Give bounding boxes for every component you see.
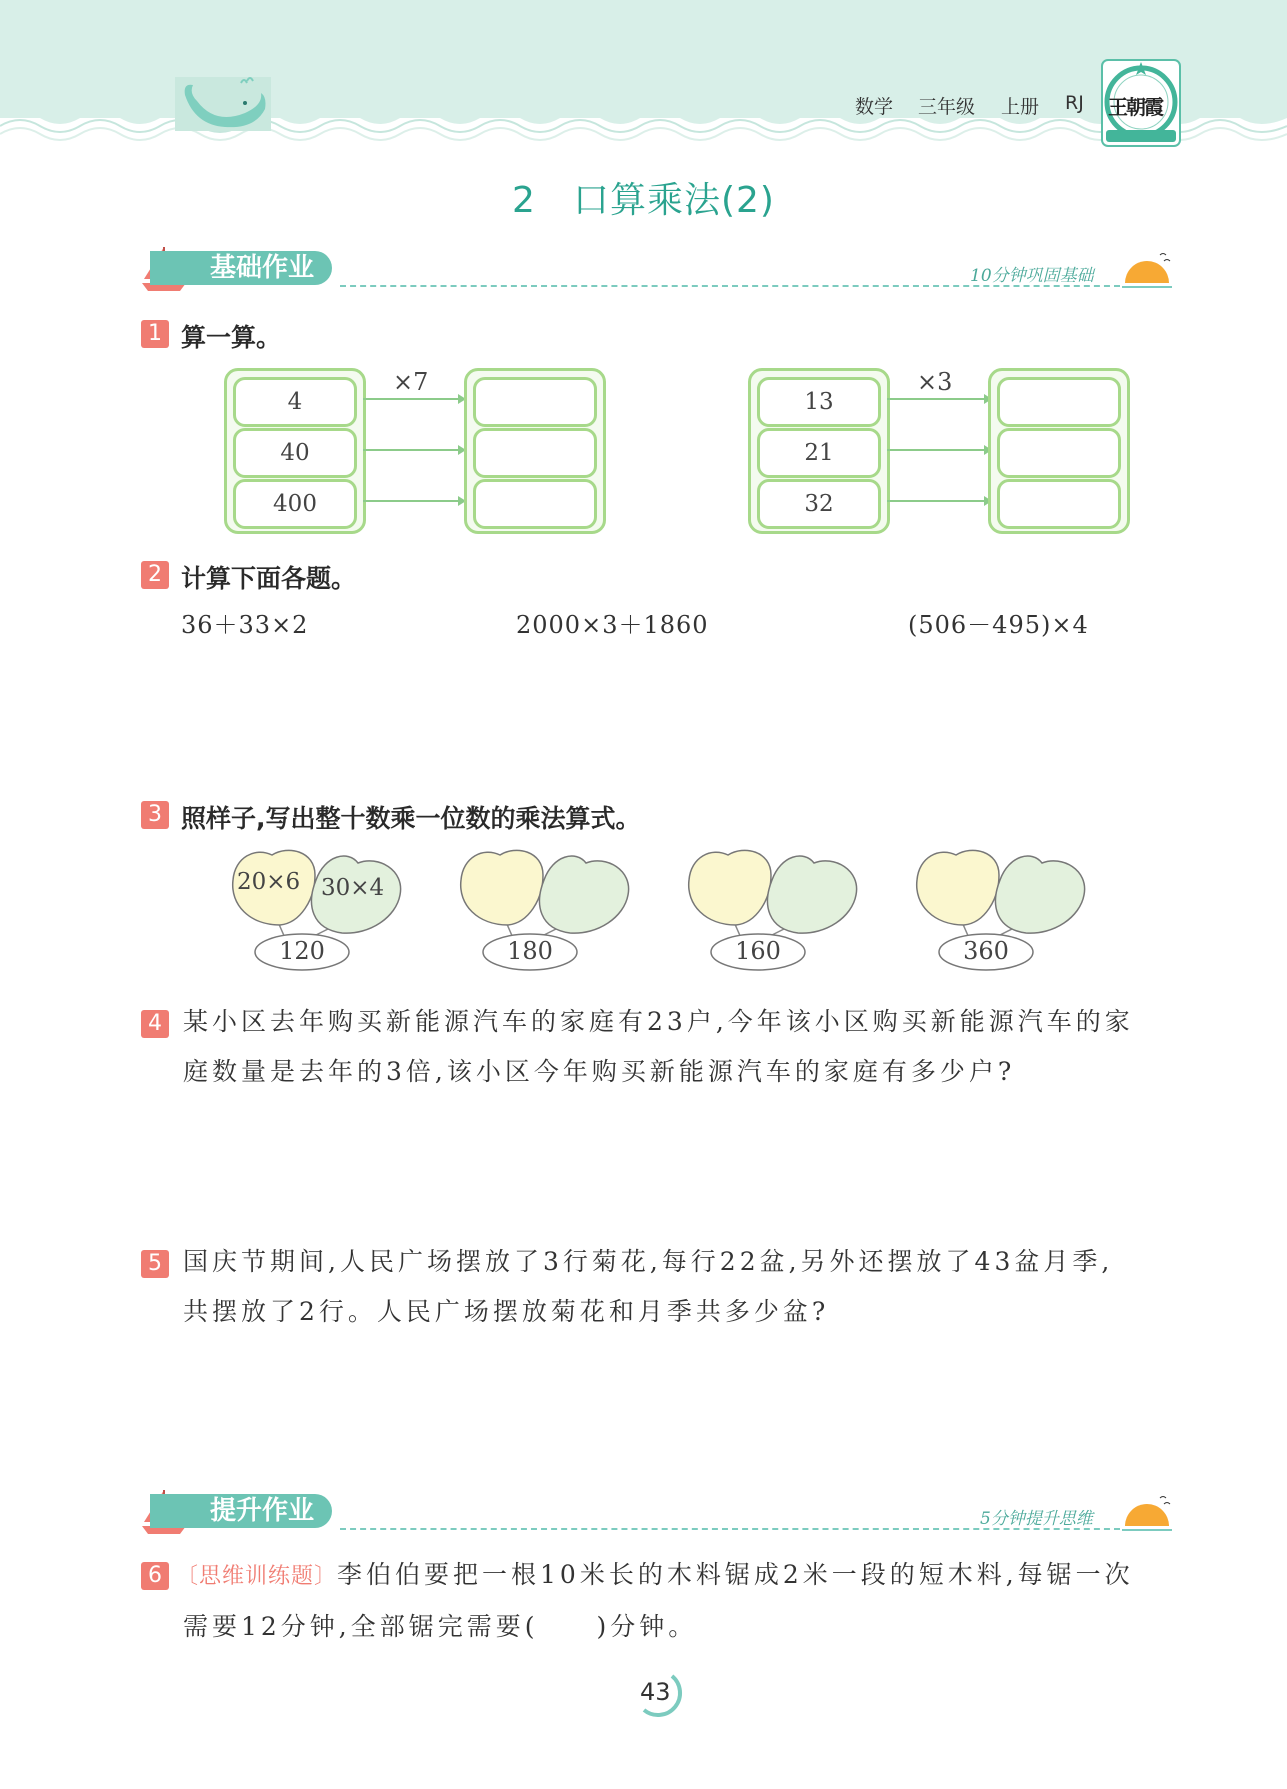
section-banner-basic — [140, 245, 1180, 295]
balloon-result: 120 — [279, 937, 325, 965]
answer-box[interactable] — [997, 428, 1121, 478]
balloon-result: 160 — [735, 937, 781, 965]
balloon-right-blank[interactable] — [781, 875, 851, 909]
word-problem — [183, 997, 1183, 1097]
section-label: 提升作业 — [150, 1494, 332, 1528]
question-text: 算一算。 — [181, 323, 282, 352]
balloon-right-label: 30×4 — [321, 875, 385, 901]
question-number: 1 — [141, 320, 169, 348]
balloon-pair — [914, 845, 1089, 975]
input-box-group — [224, 368, 366, 534]
math-expression: (506－495)×4 — [908, 611, 1089, 639]
input-box-group — [748, 368, 890, 534]
question-number: 3 — [141, 801, 169, 829]
answer-box[interactable] — [473, 428, 597, 478]
balloon-left-blank[interactable] — [924, 869, 994, 903]
balloon-pair — [230, 845, 405, 975]
edition-label: RJ — [1065, 92, 1084, 114]
whale-icon — [175, 75, 275, 135]
problem-line: 共摆放了2行。人民广场摆放菊花和月季共多少盆? — [183, 1297, 830, 1326]
arrow — [363, 500, 459, 502]
balloon-right-blank[interactable] — [1009, 875, 1079, 909]
answer-box[interactable] — [997, 479, 1121, 529]
problem-line: 李伯伯要把一根10米长的木料锯成2米一段的短木料,每锯一次 — [337, 1560, 1134, 1589]
input-value: 40 — [233, 428, 357, 478]
question-number: 5 — [141, 1250, 169, 1278]
arrow — [887, 449, 985, 451]
section-banner-advanced — [140, 1488, 1180, 1538]
operator-label: ×3 — [917, 368, 953, 396]
input-value: 13 — [757, 377, 881, 427]
section-label: 基础作业 — [150, 251, 332, 285]
question-text: 照样子,写出整十数乘一位数的乘法算式。 — [181, 804, 641, 833]
problem-line: 需要12分钟,全部锯完需要( )分钟。 — [183, 1612, 698, 1641]
answer-box[interactable] — [473, 479, 597, 529]
balloon-result: 180 — [507, 937, 553, 965]
sun-icon — [1120, 247, 1175, 293]
balloon-left-blank[interactable] — [696, 869, 766, 903]
question-number: 2 — [141, 561, 169, 589]
balloon-result: 360 — [963, 937, 1009, 965]
brand-logo — [1100, 58, 1182, 150]
page-title: 2 口算乘法(2) — [512, 180, 775, 221]
arrow — [887, 500, 985, 502]
operator-label: ×7 — [393, 368, 429, 396]
sun-icon — [1120, 1490, 1175, 1536]
word-problem — [183, 1237, 1183, 1337]
input-value: 21 — [757, 428, 881, 478]
grade-label: 三年级 — [918, 96, 976, 118]
answer-box-group — [464, 368, 606, 534]
balloon-left-label: 20×6 — [237, 869, 301, 895]
question-text: 计算下面各题。 — [181, 564, 357, 593]
page-header — [0, 0, 1287, 150]
input-value: 4 — [233, 377, 357, 427]
math-expression: 36＋33×2 — [181, 611, 309, 639]
math-expression: 2000×3＋1860 — [516, 611, 709, 639]
problem-line: 国庆节期间,人民广场摆放了3行菊花,每行22盆,另外还摆放了43盆月季, — [183, 1247, 1114, 1276]
problem-line: 某小区去年购买新能源汽车的家庭有23户,今年该小区购买新能源汽车的家 — [183, 1007, 1134, 1036]
answer-box[interactable] — [473, 377, 597, 427]
page-number: 43 — [640, 1678, 671, 1706]
section-subtitle: 5分钟提升思维 — [980, 1509, 1093, 1529]
volume-label: 上册 — [1001, 96, 1040, 118]
problem-line: 庭数量是去年的3倍,该小区今年购买新能源汽车的家庭有多少户? — [183, 1057, 1016, 1086]
answer-box-group — [988, 368, 1130, 534]
balloon-right-blank[interactable] — [553, 875, 623, 909]
balloon-left-blank[interactable] — [468, 869, 538, 903]
logo-text: 王朝霞 — [1108, 95, 1162, 119]
question-number: 4 — [141, 1010, 169, 1038]
question-tag: 〔思维训练题〕 — [176, 1564, 338, 1589]
section-subtitle: 10分钟巩固基础 — [970, 266, 1094, 286]
arrow — [887, 398, 985, 400]
input-value: 400 — [233, 479, 357, 529]
question-number: 6 — [141, 1562, 169, 1590]
subject-label: 数学 — [855, 96, 894, 118]
arrow — [363, 449, 459, 451]
arrow — [363, 398, 459, 400]
word-problem — [176, 1550, 1186, 1652]
input-value: 32 — [757, 479, 881, 529]
balloon-pair — [458, 845, 633, 975]
balloon-pair — [686, 845, 861, 975]
answer-box[interactable] — [997, 377, 1121, 427]
